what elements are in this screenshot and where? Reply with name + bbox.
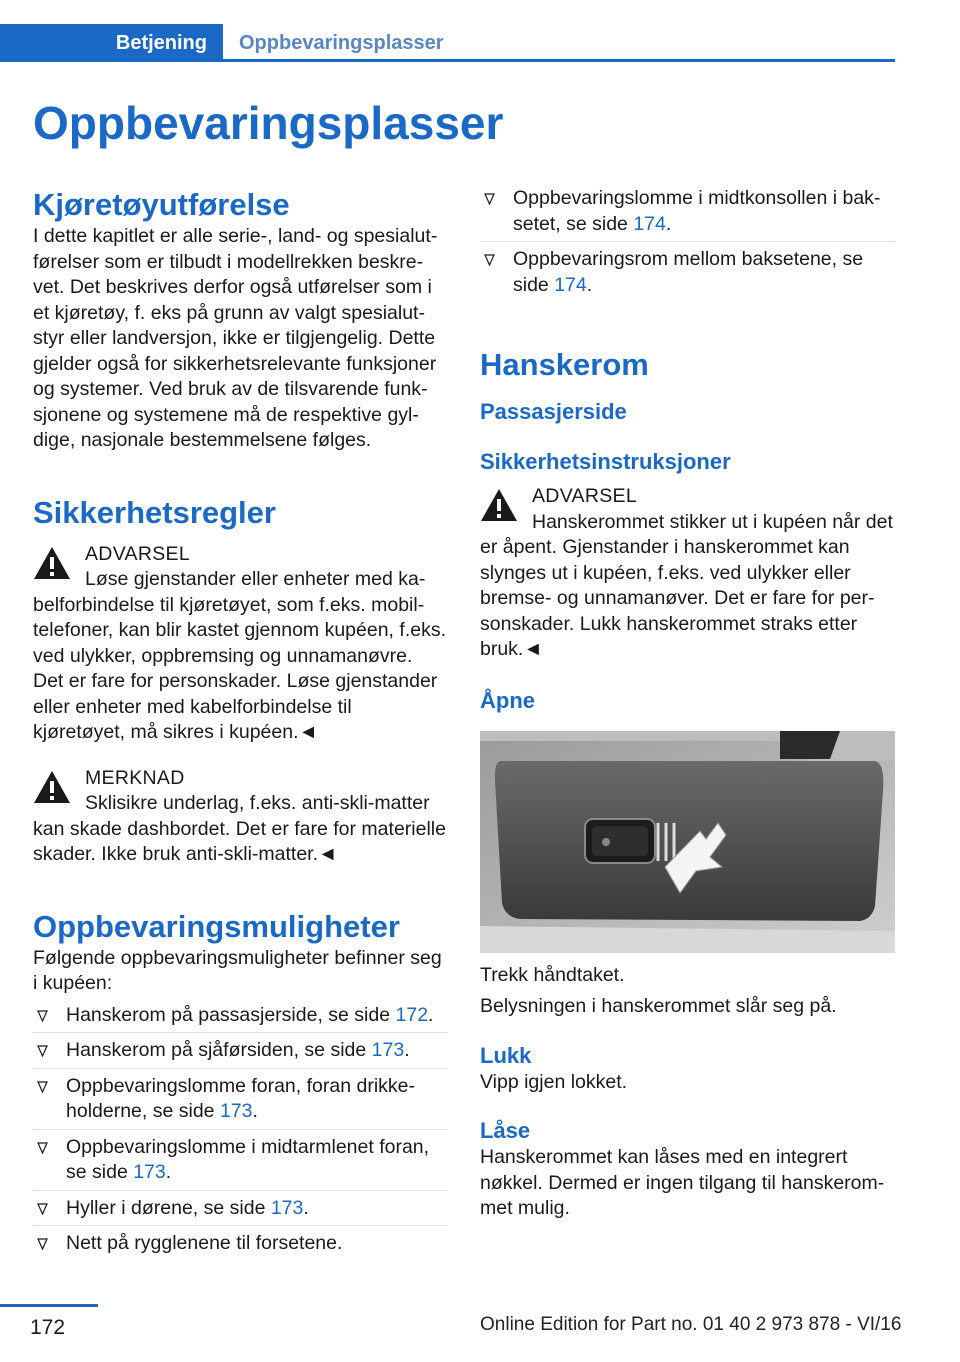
warning-text: Løse gjenstander eller enheter med kabelforbindelse til kjøretøyet, som f.eks. mobiltelefoner, kan blir kastet gjennom kupéen, f.eks. ved ulykker, oppbremsing og unnamanøvre. Det er fare for personskader. Løse gjenstander eller enheter med kabelforbindelse til kjøretøyet, må sikres i kupéen.◄ [33, 568, 446, 743]
warning-label: ADVARSEL [532, 485, 637, 507]
triangle-bullet-icon [37, 1045, 48, 1057]
safety-note [33, 766, 448, 868]
edition-note: Online Edition for Part no. 01 40 2 973 878 - VI/16 [480, 1314, 902, 1335]
heading-vehicle: Kjøretøyutførelse [33, 187, 290, 222]
options-list-continued [480, 186, 895, 302]
warning-text: Hanskerommet stikker ut i kupéen når det er åpent. Gjenstander i hanskerommet kan slynges ut i kupéen, f.eks. ved ulykker eller bremse- og unnamanøver. Det er fare for personskader. Lukk hanskerommet straks etter bruk.◄ [480, 510, 893, 660]
warning-icon [33, 546, 71, 580]
heading-passenger-side: Passasjerside [480, 399, 627, 424]
heading-safety-instructions: Sikkerhetsinstruksjoner [480, 449, 731, 474]
triangle-bullet-icon [37, 1142, 48, 1154]
heading-options: Oppbevaringsmuligheter [33, 908, 400, 944]
warning-label: ADVARSEL [85, 542, 190, 565]
list-item: Hyller i dørene, se side 173. [33, 1190, 448, 1226]
triangle-bullet-icon [37, 1010, 48, 1022]
page-link[interactable]: 173 [371, 1039, 405, 1061]
tab-section[interactable]: Oppbevaringsplasser [239, 32, 444, 54]
heading-open: Åpne [480, 687, 535, 713]
lock-text: Hanskerommet kan låses med en integrert nøkkel. Dermed er ingen tilgang til hanskerommet mulig. [480, 1146, 885, 1219]
glovebox-photo [480, 731, 895, 953]
header-tabs [0, 24, 895, 62]
triangle-bullet-icon [484, 193, 495, 205]
list-item: Oppbevaringslomme i midtarmlenet foran, se side 173. [33, 1129, 448, 1190]
glovebox-warning [480, 484, 895, 663]
close-text: Vipp igjen lokket. [480, 1070, 628, 1093]
safety-warning [33, 542, 448, 746]
list-item: Oppbevaringslomme i midtkonsollen i baksetet, se side 174. [480, 186, 895, 241]
page-number: 172 [30, 1316, 66, 1339]
footer-divider [0, 1304, 98, 1307]
right-column [480, 186, 895, 1222]
list-item: Hanskerom på passasjerside, se side 172. [33, 1003, 448, 1033]
triangle-bullet-icon [37, 1238, 48, 1250]
triangle-bullet-icon [37, 1081, 48, 1093]
warning-icon [33, 770, 71, 804]
warning-icon [480, 488, 518, 522]
heading-close: Lukk [480, 1042, 532, 1068]
header-divider [223, 59, 895, 62]
page-link[interactable]: 173 [219, 1100, 253, 1122]
page-link[interactable]: 172 [395, 1003, 429, 1026]
page-link[interactable]: 173 [133, 1161, 166, 1183]
heading-lock: Låse [480, 1118, 531, 1143]
triangle-bullet-icon [484, 254, 495, 266]
options-intro: Følgende oppbevaringsmuligheter befinner seg i kupéen: [33, 946, 442, 994]
page-title: Oppbevaringsplasser [33, 97, 504, 149]
open-text-1: Trekk håndtaket. [480, 963, 625, 986]
tab-betjening[interactable]: Betjening [0, 24, 223, 62]
page-link[interactable]: 174 [633, 212, 666, 235]
page-link[interactable]: 173 [270, 1196, 304, 1219]
list-item: Hanskerom på sjåførsiden, se side 173. [33, 1032, 448, 1068]
vehicle-text: I dette kapitlet er alle serie-, land- og spesialutførelser som er tilbudt i modellrekken beskrevet. Det beskrives derfor også utførelser som i et kjøretøy, f. eks på grunn av valgt spesialutstyr eller landversjon, ikke er tilgjengelig. Dette gjelder også for sikkerhetsrelevante funksjoner og systemer. Ved bruk av de tilsvarende funksjonene og systemene må de respektive gyldige, nasjonale bestemmelsene følges. [33, 225, 438, 451]
heading-safety: Sikkerhetsregler [33, 494, 276, 530]
left-column [33, 186, 448, 1261]
note-text: Sklisikre underlag, f.eks. anti-skli-matter kan skade dashbordet. Det er fare for materielle skader. Ikke bruk anti-skli-matter.◄ [33, 792, 446, 865]
triangle-bullet-icon [37, 1203, 48, 1215]
open-text-2: Belysningen i hanskerommet slår seg på. [480, 995, 837, 1017]
note-label: MERKNAD [85, 766, 185, 789]
heading-glovebox: Hanskerom [480, 347, 649, 382]
list-item: Oppbevaringsrom mellom baksetene, se side 174. [480, 241, 895, 302]
options-list [33, 1003, 448, 1261]
list-item: Oppbevaringslomme foran, foran drikkeholderne, se side 173. [33, 1068, 448, 1129]
list-item: Nett på rygglenene til forsetene. [33, 1225, 448, 1261]
page-link[interactable]: 174 [554, 273, 587, 296]
